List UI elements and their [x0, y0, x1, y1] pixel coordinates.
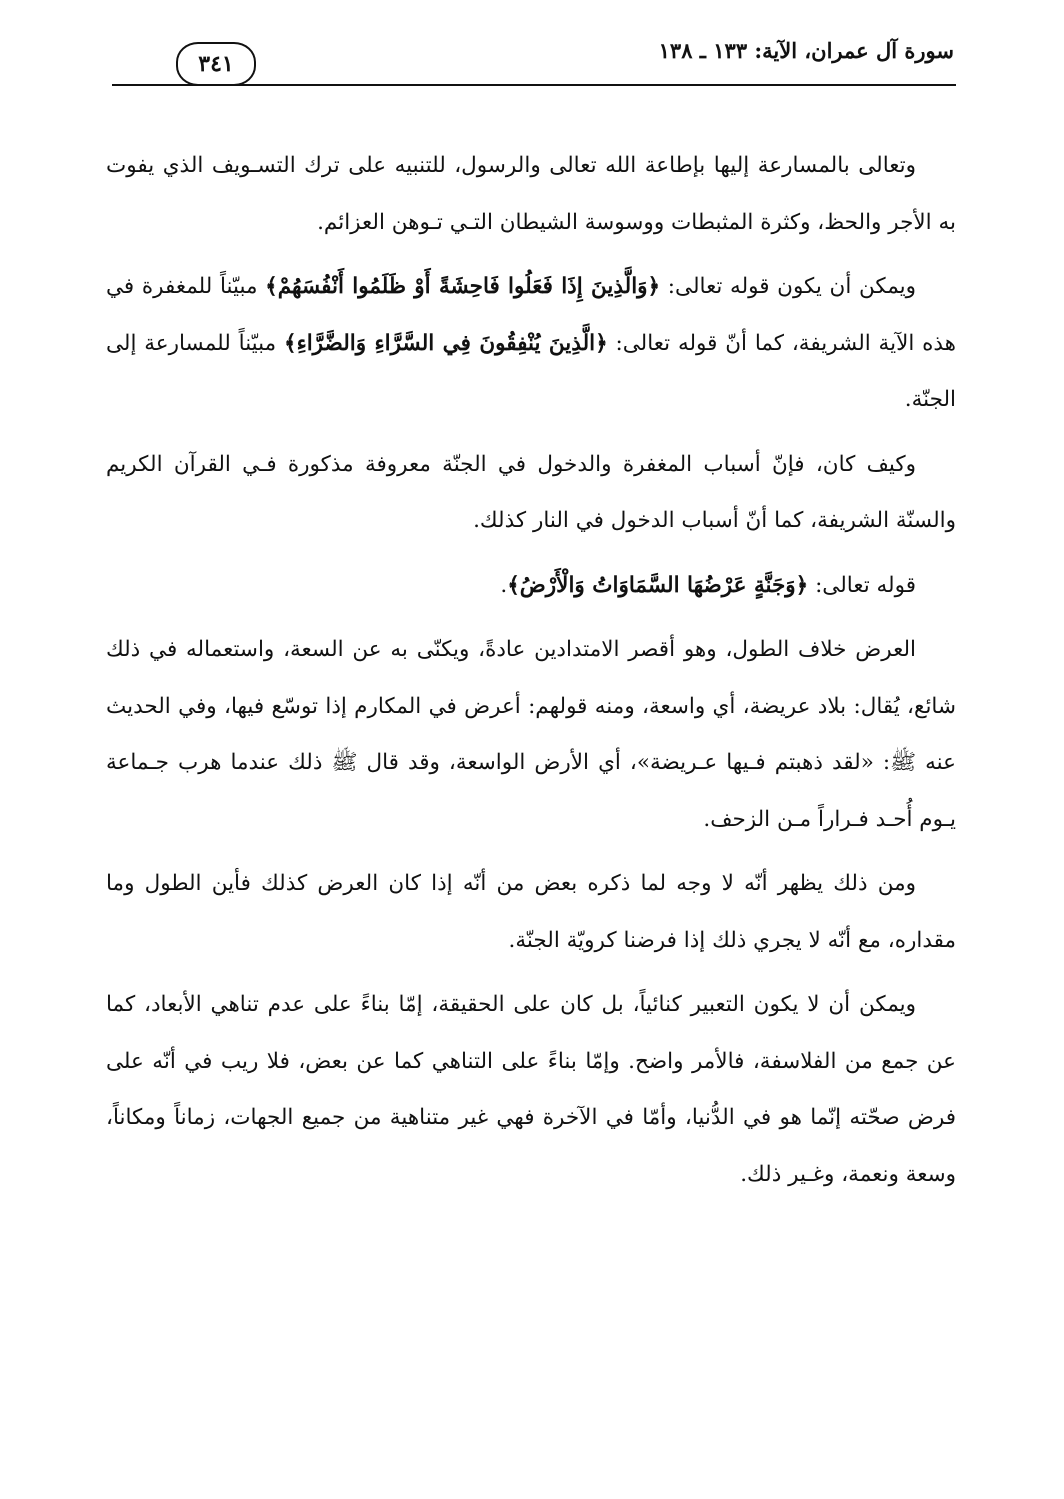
- body-text: [106, 138, 956, 1211]
- quran-verse-2: ﴿الَّذِينَ يُنْفِقُونَ فِي السَّرَّاءِ وَالضَّرَّاءِ﴾: [284, 330, 608, 356]
- paragraph-5: العرض خلاف الطول، وهو أقصر الامتدادين عادةً، ويكنّى به عن السعة، واستعماله في ذلك شائع، يُقال: بلاد عريضة، أي واسعة، ومنه قولهم: أعرض في المكارم إذا توسّع فيها، وفي الحديث عنه ﷺ: «لقد ذهبتم فـيها عـريضة»، أي الأرض الواسعة، وقد قال ﷺ ذلك عندما هرب جـماعة يـوم أُحـد فـراراً مـن الزحف.: [106, 637, 956, 832]
- paragraph-2-middle: مبيّناً للمغفرة في هذه الآية الشريفة، كما أنّ قوله تعالى:: [106, 274, 957, 356]
- paragraph-3: وكيف كان، فإنّ أسباب المغفرة والدخول في الجنّة معروفة مذكورة فـي القرآن الكريم والسنّة الشريفة، كما أنّ أسباب الدخول في النار كذلك.: [106, 451, 956, 533]
- paragraph-2-end: مبيّناً للمسارعة إلى الجنّة.: [106, 330, 956, 412]
- running-header: سورة آل عمران، الآية: ١٣٣ ـ ١٣٨: [658, 38, 954, 63]
- paragraph-2-intro: ويمكن أن يكون قوله تعالى:: [660, 274, 916, 299]
- quran-verse-1: ﴿وَالَّذِينَ إِذَا فَعَلُوا فَاحِشَةً أَوْ ظَلَمُوا أَنْفُسَهُمْ﴾: [265, 274, 661, 299]
- paragraph-4-intro: قوله تعالى:: [808, 572, 916, 598]
- header-rule: [112, 84, 956, 86]
- paragraph-6: ومن ذلك يظهر أنّه لا وجه لما ذكره بعض من أنّه إذا كان العرض كذلك فأين الطول وما مقداره، مع أنّه لا يجري ذلك إذا فرضنا كرويّة الجنّة.: [106, 871, 956, 953]
- paragraph-7: ويمكن أن لا يكون التعبير كنائياً، بل كان على الحقيقة، إمّا بناءً على عدم تناهي الأبعاد، كما عن جمع من الفلاسفة، فالأمر واضح. وإمّا بناءً على التناهي كما عن بعض، فلا ريب في أنّه على فرض صحّته إنّما هو في الدُّنيا، وأمّا في الآخرة فهي غير متناهية من جميع الجهات، زماناً ومكاناً، وسعة ونعمة، وغـير ذلك.: [106, 992, 956, 1187]
- quran-verse-3: ﴿وَجَنَّةٍ عَرْضُهَا السَّمَاوَاتُ وَالْأَرْضُ﴾: [507, 572, 809, 598]
- paragraph-4-end: .: [500, 572, 508, 598]
- paragraph-1: وتعالى بالمسارعة إليها بإطاعة الله تعالى والرسول، للتنبيه على ترك التسـويف الذي يفوت به الأجر والحظ، وكثرة المثبطات ووسوسة الشيطان التـي تـوهن العزائم.: [106, 153, 956, 235]
- paragraph-4: [106, 558, 956, 615]
- page-number: ٣٤١: [176, 42, 256, 86]
- paragraph-2: [106, 259, 956, 429]
